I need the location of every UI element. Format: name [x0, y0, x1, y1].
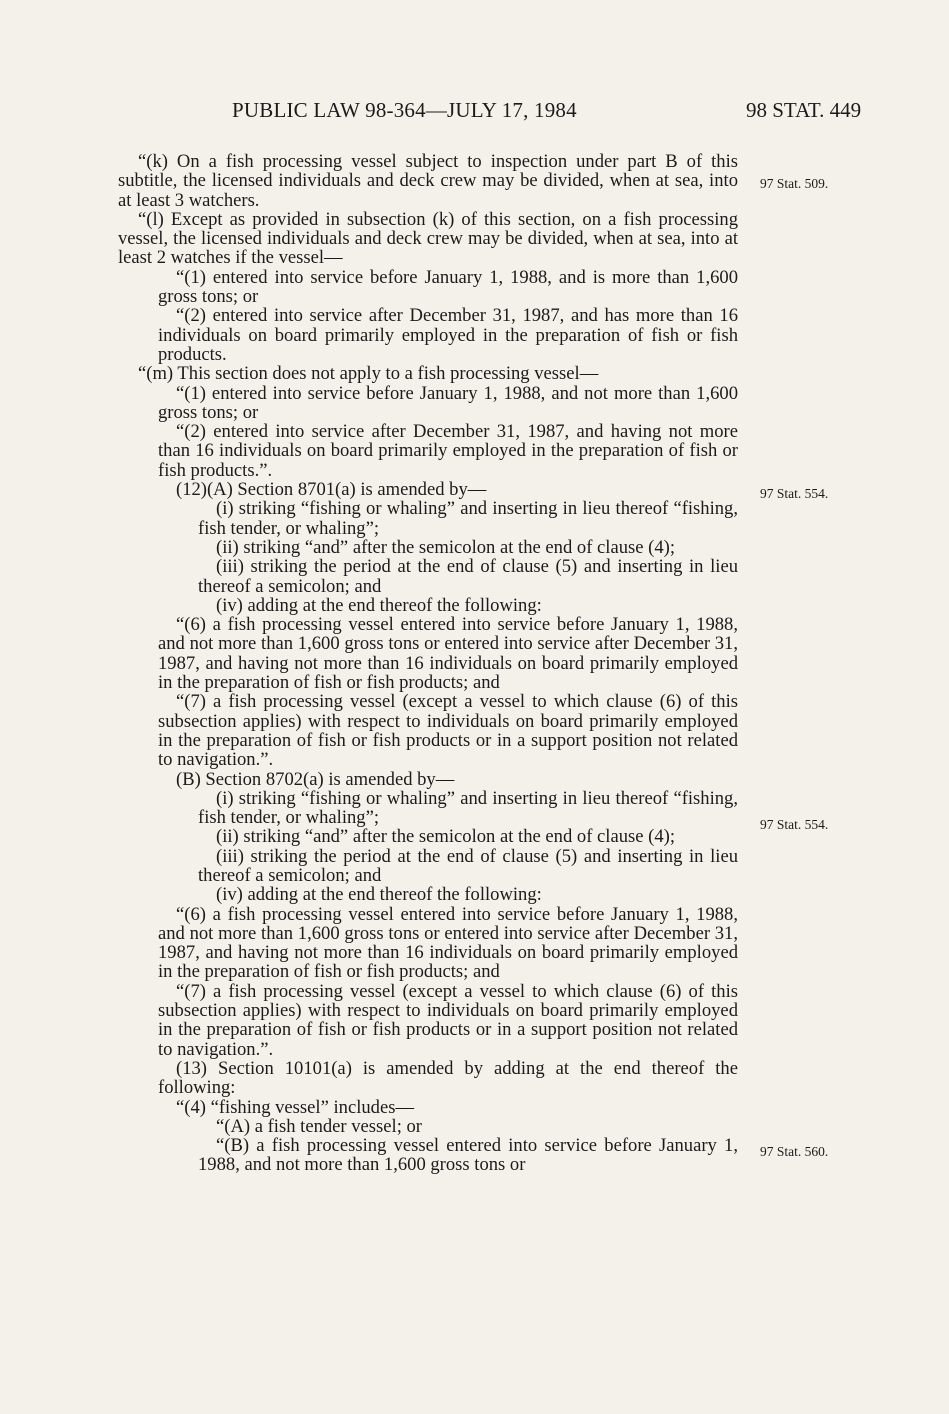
paragraph: “(2) entered into service after December 31, 1987, and having not more than 16 individuals on board primarily employed in the preparation of fish or fish products.”.: [158, 421, 738, 481]
paragraph: “(7) a fish processing vessel (except a vessel to which clause (6) of this subsection applies) with respect to individuals on board primarily employed in the preparation of fish or fish products or in a support position not related to navigation.”.: [158, 691, 738, 771]
paragraph: “(6) a fish processing vessel entered into service before January 1, 1988, and not more than 1,600 gross tons or entered into service after December 31, 1987, and having not more than 16 individuals on board primarily employed in the preparation of fish or fish products; and: [158, 903, 738, 983]
paragraph: “(6) a fish processing vessel entered into service before January 1, 1988, and not more than 1,600 gross tons or entered into service after December 31, 1987, and having not more than 16 individuals on board primarily employed in the preparation of fish or fish products; and: [158, 614, 738, 694]
page-stat-number: 98 STAT. 449: [746, 98, 862, 122]
margin-note: 97 Stat. 554.: [760, 486, 829, 501]
paragraph: (13) Section 10101(a) is amended by adding at the end thereof the following:: [158, 1057, 738, 1099]
paragraph: (ii) striking “and” after the semicolon at the end of clause (4);: [216, 536, 675, 558]
paragraph: “(m) This section does not apply to a fish processing vessel—: [138, 363, 599, 385]
page-title: PUBLIC LAW 98-364—JULY 17, 1984: [232, 98, 577, 122]
paragraph: “(1) entered into service before January 1, 1988, and is more than 1,600 gross tons; or: [158, 266, 738, 308]
paragraph: (iv) adding at the end thereof the following:: [216, 884, 542, 906]
paragraph: “(B) a fish processing vessel entered into service before January 1, 1988, and not more than 1,600 gross tons or: [198, 1135, 738, 1176]
paragraph: (12)(A) Section 8701(a) is amended by—: [176, 479, 487, 501]
paragraph: “(A) a fish tender vessel; or: [216, 1115, 423, 1137]
paragraph: (i) striking “fishing or whaling” and inserting in lieu thereof “fishing, fish tender, or whaling”;: [198, 498, 738, 539]
paragraph: (iv) adding at the end thereof the following:: [216, 594, 542, 616]
paragraph: “(2) entered into service after December 31, 1987, and has more than 16 individuals on board primarily employed in the preparation of fish or fish products.: [158, 305, 738, 365]
paragraph: (iii) striking the period at the end of clause (5) and inserting in lieu thereof a semicolon; and: [198, 556, 738, 597]
paragraph: “(1) entered into service before January 1, 1988, and not more than 1,600 gross tons; or: [158, 382, 738, 423]
margin-note: 97 Stat. 560.: [760, 1144, 829, 1159]
margin-note: 97 Stat. 509.: [760, 176, 829, 191]
paragraph: “(7) a fish processing vessel (except a vessel to which clause (6) of this subsection applies) with respect to individuals on board primarily employed in the preparation of fish or fish products or in a support position not related to navigation.”.: [158, 980, 738, 1060]
paragraph: (iii) striking the period at the end of clause (5) and inserting in lieu thereof a semicolon; and: [198, 845, 738, 886]
document-body: [118, 152, 738, 1175]
margin-note: 97 Stat. 554.: [760, 817, 829, 832]
paragraph: “(k) On a fish processing vessel subject to inspection under part B of this subtitle, the licensed individuals and deck crew may be divided, when at sea, into at least 3 watchers.: [118, 151, 738, 211]
paragraph: (ii) striking “and” after the semicolon at the end of clause (4);: [216, 826, 675, 848]
paragraph: (i) striking “fishing or whaling” and inserting in lieu thereof “fishing, fish tender, or whaling”;: [198, 787, 738, 829]
paragraph: “(4) “fishing vessel” includes—: [176, 1096, 415, 1118]
paragraph: (B) Section 8702(a) is amended by—: [176, 768, 455, 790]
page-header: [0, 98, 949, 134]
paragraph: “(l) Except as provided in subsection (k) of this section, on a fish processing vessel, the licensed individuals and deck crew may be divided, when at sea, into at least 2 watches if the vessel—: [118, 208, 738, 269]
